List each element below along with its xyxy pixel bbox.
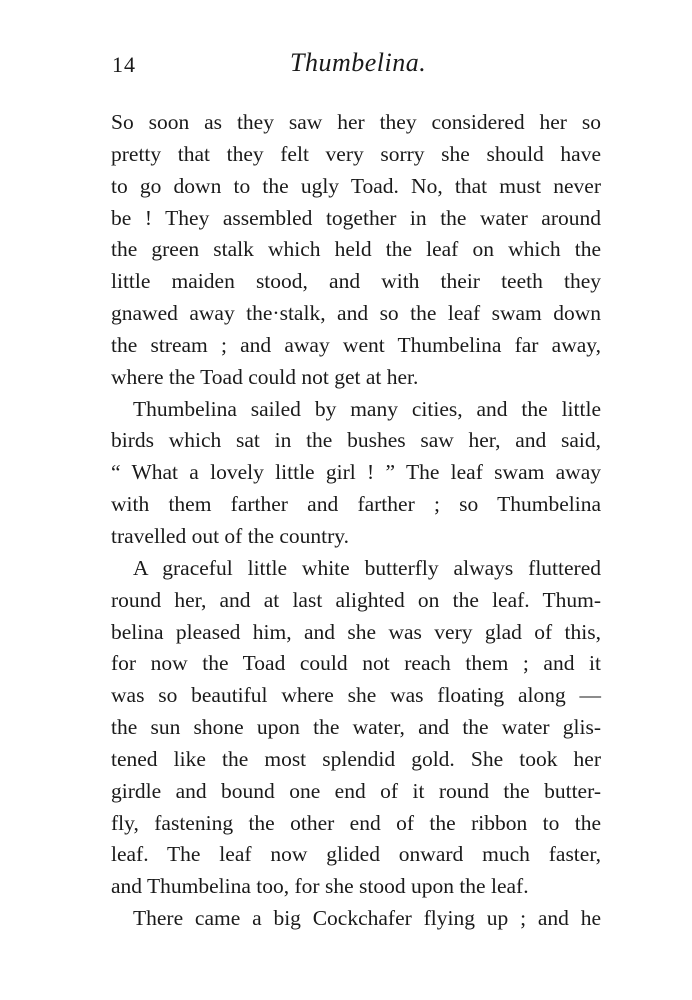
paragraph xyxy=(111,394,601,553)
text-line: travelled out of the country. xyxy=(111,523,350,548)
text-line: with them farther and farther ; so Thumbelina xyxy=(111,492,601,517)
paragraph xyxy=(111,553,601,903)
paragraph xyxy=(111,903,601,935)
text-line: for now the Toad could not reach them ; and it xyxy=(111,651,601,676)
text-line: gnawed away the·stalk, and so the leaf swam down xyxy=(111,301,601,326)
text-line: to go down to the ugly Toad. No, that must never xyxy=(111,173,601,198)
text-line: be ! They assembled together in the water around xyxy=(111,205,601,230)
text-line: the green stalk which held the leaf on which the xyxy=(111,237,601,262)
text-line: A graceful little white butterfly always fluttered xyxy=(133,555,601,580)
text-line: and Thumbelina too, for she stood upon the leaf. xyxy=(111,874,529,899)
text-line: the stream ; and away went Thumbelina far away, xyxy=(111,332,601,357)
body-text xyxy=(111,107,601,935)
text-line: fly, fastening the other end of the ribbon to the xyxy=(111,810,601,835)
text-line: leaf. The leaf now glided onward much faster, xyxy=(111,842,601,867)
text-line: “ What a lovely little girl ! ” The leaf swam away xyxy=(111,460,601,485)
text-line: There came a big Cockchafer flying up ; and he xyxy=(133,906,601,931)
text-line: pretty that they felt very sorry she should have xyxy=(111,141,601,166)
text-line: the sun shone upon the water, and the water glis- xyxy=(111,715,601,740)
text-line: little maiden stood, and with their teeth they xyxy=(111,269,601,294)
running-title: Thumbelina. xyxy=(290,48,427,77)
text-line: where the Toad could not get at her. xyxy=(111,364,419,389)
text-line: girdle and bound one end of it round the butter- xyxy=(111,778,601,803)
text-line: was so beautiful where she was floating along — xyxy=(111,683,601,708)
page-number: 14 xyxy=(112,52,136,77)
page-header xyxy=(112,46,600,86)
paragraph xyxy=(111,107,601,394)
text-line: round her, and at last alighted on the leaf. Thum- xyxy=(111,587,601,612)
text-line: Thumbelina sailed by many cities, and the little xyxy=(133,396,601,421)
text-line: So soon as they saw her they considered her so xyxy=(111,110,601,134)
text-line: tened like the most splendid gold. She took her xyxy=(111,746,601,771)
text-line: belina pleased him, and she was very glad of this, xyxy=(111,619,601,644)
text-line: birds which sat in the bushes saw her, and said, xyxy=(111,428,601,453)
